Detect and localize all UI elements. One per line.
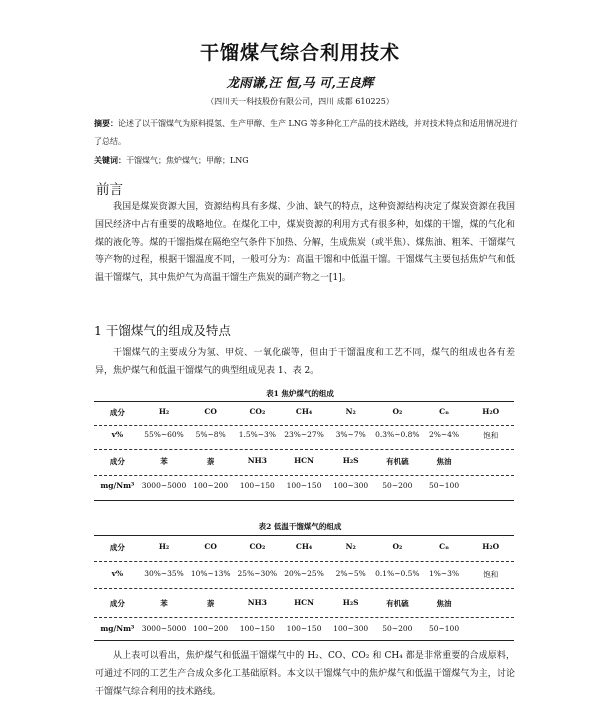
table1-row2 xyxy=(94,481,514,490)
table-cell: CO xyxy=(204,407,217,416)
table-cell: 有机硫 xyxy=(386,599,409,608)
table-cell: HCN xyxy=(294,456,314,465)
table1-row1 xyxy=(94,430,514,441)
paper-title: 干馏煤气综合利用技术 xyxy=(199,42,400,64)
table-cell: 100~150 xyxy=(286,624,322,633)
table-cell: 成分 xyxy=(109,457,125,466)
abstract-label: 摘要： xyxy=(94,118,118,128)
table-cell: HCN xyxy=(294,598,314,607)
table-cell: 25%~30% xyxy=(237,569,278,578)
table2-header1 xyxy=(94,542,514,553)
table-cell: 100~150 xyxy=(239,624,275,633)
table-cell: N₂ xyxy=(345,407,356,416)
section-heading-1: 1 干馏煤气的组成及特点 xyxy=(94,323,231,338)
table1-rule xyxy=(94,449,514,450)
table-cell: 100~200 xyxy=(193,481,229,490)
table2-row1 xyxy=(94,569,514,580)
table-cell xyxy=(467,598,514,609)
table-cell: mg/Nm³ xyxy=(100,481,135,490)
table-cell: 3000~5000 xyxy=(141,624,187,633)
table-cell: CO xyxy=(204,542,217,551)
table-cell: H₂S xyxy=(342,598,359,607)
table-cell: 1%~3% xyxy=(428,569,460,578)
table-cell: 5%~8% xyxy=(195,430,226,439)
table2-caption: 表2 低温干馏煤气的组成 xyxy=(258,522,342,531)
table1-rule xyxy=(94,475,514,476)
table-cell: H₂O xyxy=(482,407,500,416)
table-cell: O₂ xyxy=(392,407,403,416)
table-cell: 萘 xyxy=(206,457,215,466)
table-cell: 饱和 xyxy=(483,431,499,440)
table2-header2 xyxy=(94,598,514,609)
table-cell: Cₙ xyxy=(439,407,449,416)
table1-top-rule xyxy=(94,401,514,402)
table-cell: 2%~5% xyxy=(335,569,366,578)
table-cell: 0.1%~0.5% xyxy=(375,569,420,578)
table-cell xyxy=(467,624,514,633)
table-cell: 苯 xyxy=(160,457,168,466)
table1-bottom-rule xyxy=(94,500,514,501)
table-cell: O₂ xyxy=(392,542,403,551)
table-cell: 100~300 xyxy=(333,481,369,490)
table2-rule xyxy=(94,617,514,618)
table-cell: 50~200 xyxy=(382,624,413,633)
table-cell: CH₄ xyxy=(295,542,313,551)
table-cell: 3%~7% xyxy=(335,430,366,439)
keywords-label: 关键词： xyxy=(94,155,126,165)
table-cell: 成分 xyxy=(109,408,125,417)
table-cell: mg/Nm³ xyxy=(100,624,135,633)
table-cell: 100~200 xyxy=(193,624,229,633)
table-cell: N₂ xyxy=(345,542,356,551)
table-cell xyxy=(467,456,514,467)
table-cell: 50~100 xyxy=(428,624,460,633)
table-cell: 55%~60% xyxy=(144,430,184,439)
table-cell: 100~300 xyxy=(333,624,369,633)
abstract-text: 论述了以干馏煤气为原料提氢、生产甲醇、生产 LNG 等多种化工产品的技术路线，并对技术特点和适用情况进行了总结。 xyxy=(94,119,518,146)
table-cell: v% xyxy=(111,430,124,439)
table-cell: 焦油 xyxy=(436,599,452,608)
table-cell: 有机硫 xyxy=(386,457,409,466)
table1-header2 xyxy=(94,456,514,467)
table2-row2 xyxy=(94,624,514,633)
paragraph-preface: 我国是煤炭资源大国，资源结构具有多煤、少油、缺气的特点，这种资源结构决定了煤炭资源在我国国民经济中占有重要的战略地位。在煤化工中，煤炭资源的利用方式有很多种，如煤的干馏，煤的气化和煤的液化等。煤的干馏指煤在隔绝空气条件下加热、分解，生成焦炭（或半焦）、煤焦油、粗苯、干馏煤气等产物的过程，根据干馏温度不同，一般可分为：高温干馏和中低温干馏。干馏煤气主要包括焦炉气和低温干馏煤气，其中焦炉气为高温干馏生产焦炭的副产物之一[1]。 xyxy=(95,202,515,284)
paragraph-conclusion: 从上表可以看出，焦炉煤气和低温干馏煤气中的 H₂、CO、CO₂ 和 CH₄ 都是非常重要的合成原料，可通过不同的工艺生产合成众多化工基础原料。本文以干馏煤气中的焦炉煤气和低温干馏煤气为主，讨论干馏煤气综合利用的技术路线。 xyxy=(95,651,515,697)
abstract xyxy=(94,114,518,151)
table-cell: CO₂ xyxy=(249,407,266,416)
table-cell: 1.5%~3% xyxy=(238,430,276,439)
table-cell: 10%~13% xyxy=(190,569,231,578)
table-cell: H₂ xyxy=(158,542,170,551)
table-cell: 萘 xyxy=(206,599,215,608)
table-cell: NH3 xyxy=(247,456,267,465)
table-cell: 成分 xyxy=(109,543,125,552)
table-cell: CO₂ xyxy=(249,542,266,551)
table-cell: 50~200 xyxy=(382,481,413,490)
table-cell: 成分 xyxy=(109,599,125,608)
table2-rule xyxy=(94,561,514,562)
table-cell: 100~150 xyxy=(286,481,322,490)
table-cell: Cₙ xyxy=(439,542,449,551)
table-cell: 23%~27% xyxy=(284,430,324,439)
table-cell xyxy=(467,481,514,490)
table-cell: NH3 xyxy=(247,598,267,607)
table1-caption: 表1 焦炉煤气的组成 xyxy=(266,389,334,398)
authors: 龙雨谦,汪 恒,马 可,王良辉 xyxy=(226,75,374,90)
table-cell: 50~100 xyxy=(428,481,460,490)
table1-rule xyxy=(94,425,514,426)
table-cell: 20%~25% xyxy=(284,569,324,578)
table-cell: v% xyxy=(111,569,124,578)
keywords-text: 干馏煤气；焦炉煤气；甲醇；LNG xyxy=(126,156,249,165)
table-cell: H₂O xyxy=(482,542,500,551)
table2-rule xyxy=(94,588,514,589)
table-cell: H₂S xyxy=(342,456,359,465)
section-heading-preface: 前言 xyxy=(96,182,123,198)
paragraph-composition: 干馏煤气的主要成分为氢、甲烷、一氧化碳等，但由于干馏温度和工艺不同，煤气的组成也各有差异，焦炉煤气和低温干馏煤气的典型组成见表 1、表 2。 xyxy=(95,348,515,376)
table-cell: 3000~5000 xyxy=(141,481,187,490)
affiliation: （四川天一科技股份有限公司，四川 成都 610225） xyxy=(206,97,394,106)
table-cell: 苯 xyxy=(160,599,168,608)
table2-top-rule xyxy=(94,535,514,536)
table-cell: 饱和 xyxy=(483,570,499,579)
table-cell: 30%~35% xyxy=(144,569,184,578)
table-cell: 2%~4% xyxy=(428,430,460,439)
table-cell: H₂ xyxy=(158,407,170,416)
table-cell: 100~150 xyxy=(239,481,275,490)
keywords xyxy=(94,155,518,166)
table-cell: CH₄ xyxy=(295,407,313,416)
table-cell: 焦油 xyxy=(436,457,452,466)
table1-header1 xyxy=(94,407,514,418)
table2-bottom-rule xyxy=(94,640,514,641)
table-cell: 0.3%~0.8% xyxy=(375,430,420,439)
